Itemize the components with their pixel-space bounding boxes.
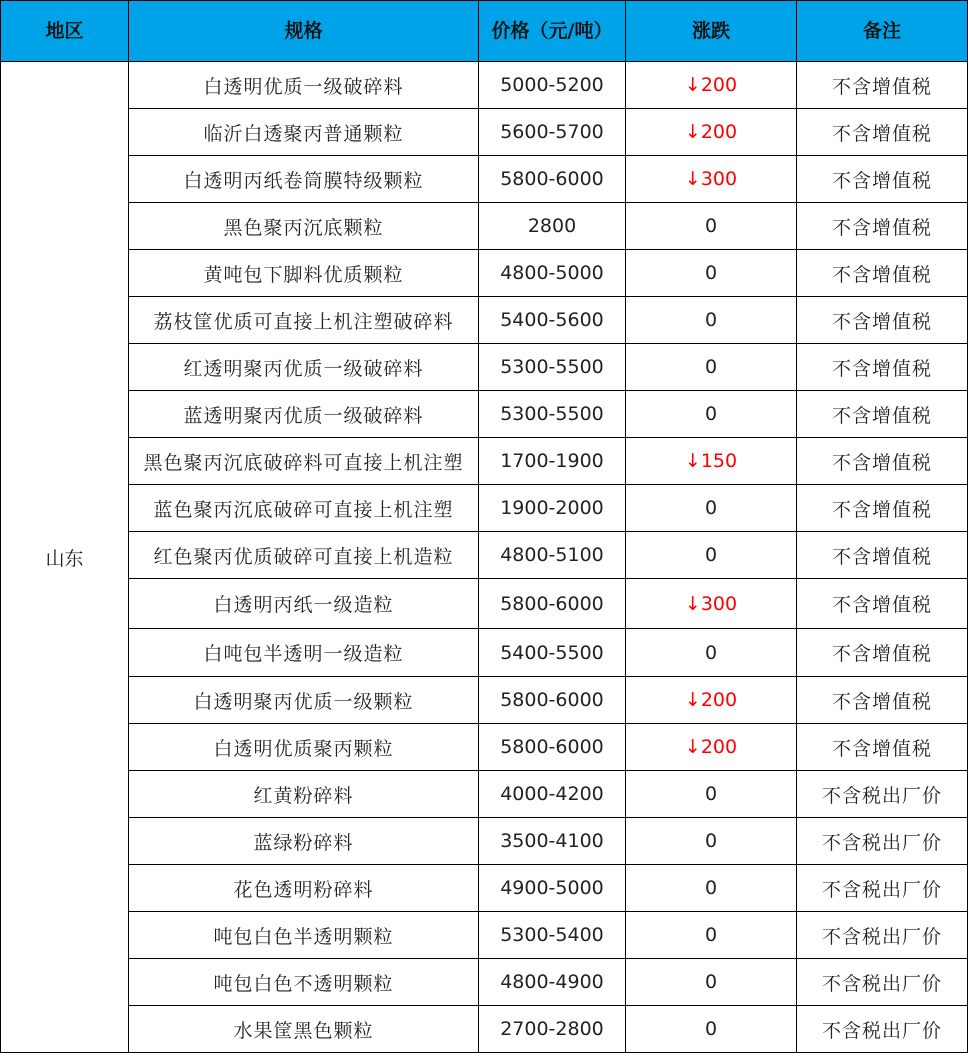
spec-cell: 蓝透明聚丙优质一级破碎料 (129, 391, 479, 438)
spec-cell: 荔枝筐优质可直接上机注塑破碎料 (129, 297, 479, 344)
spec-cell: 红色聚丙优质破碎可直接上机造粒 (129, 532, 479, 579)
change-cell: ↓300 (626, 156, 797, 203)
price-cell: 2800 (479, 203, 626, 250)
change-cell: 0 (626, 532, 797, 579)
table-row (1, 250, 968, 297)
spec-cell: 蓝绿粉碎料 (129, 818, 479, 865)
note-cell: 不含增值税 (797, 344, 968, 391)
table-row (1, 724, 968, 771)
change-cell: 0 (626, 959, 797, 1006)
table-row (1, 771, 968, 818)
change-cell: ↓200 (626, 62, 797, 109)
table-row (1, 677, 968, 724)
note-cell: 不含增值税 (797, 62, 968, 109)
change-cell: 0 (626, 203, 797, 250)
note-cell: 不含税出厂价 (797, 1006, 968, 1053)
note-cell: 不含税出厂价 (797, 818, 968, 865)
price-cell: 5800-6000 (479, 156, 626, 203)
table-row (1, 629, 968, 677)
spec-cell: 黑色聚丙沉底颗粒 (129, 203, 479, 250)
note-cell: 不含增值税 (797, 485, 968, 532)
change-cell: ↓200 (626, 677, 797, 724)
table-row (1, 959, 968, 1006)
header-note: 备注 (797, 1, 968, 62)
header-region: 地区 (1, 1, 129, 62)
note-cell: 不含增值税 (797, 391, 968, 438)
note-cell: 不含税出厂价 (797, 912, 968, 959)
spec-cell: 白透明优质一级破碎料 (129, 62, 479, 109)
note-cell: 不含增值税 (797, 532, 968, 579)
spec-cell: 白透明优质聚丙颗粒 (129, 724, 479, 771)
change-cell: 0 (626, 250, 797, 297)
note-cell: 不含增值税 (797, 109, 968, 156)
spec-cell: 红透明聚丙优质一级破碎料 (129, 344, 479, 391)
change-cell: 0 (626, 297, 797, 344)
spec-cell: 吨包白色不透明颗粒 (129, 959, 479, 1006)
spec-cell: 白吨包半透明一级造粒 (129, 629, 479, 677)
change-cell: ↓200 (626, 724, 797, 771)
change-cell: ↓200 (626, 109, 797, 156)
table-row (1, 344, 968, 391)
price-cell: 3500-4100 (479, 818, 626, 865)
note-cell: 不含增值税 (797, 629, 968, 677)
spec-cell: 水果筐黑色颗粒 (129, 1006, 479, 1053)
header-price: 价格（元/吨） (479, 1, 626, 62)
change-cell: 0 (626, 391, 797, 438)
table-row (1, 438, 968, 485)
table-row (1, 1006, 968, 1053)
change-cell: 0 (626, 485, 797, 532)
price-cell: 4000-4200 (479, 771, 626, 818)
header-spec: 规格 (129, 1, 479, 62)
price-cell: 4800-4900 (479, 959, 626, 1006)
change-cell: 0 (626, 771, 797, 818)
price-cell: 1900-2000 (479, 485, 626, 532)
price-cell: 5000-5200 (479, 62, 626, 109)
price-cell: 5800-6000 (479, 724, 626, 771)
price-cell: 4900-5000 (479, 865, 626, 912)
note-cell: 不含增值税 (797, 677, 968, 724)
table-row (1, 203, 968, 250)
price-cell: 5400-5600 (479, 297, 626, 344)
price-cell: 5300-5500 (479, 391, 626, 438)
change-cell: 0 (626, 1006, 797, 1053)
change-cell: 0 (626, 912, 797, 959)
price-cell: 5800-6000 (479, 677, 626, 724)
spec-cell: 红黄粉碎料 (129, 771, 479, 818)
note-cell: 不含增值税 (797, 724, 968, 771)
price-cell: 2700-2800 (479, 1006, 626, 1053)
note-cell: 不含税出厂价 (797, 959, 968, 1006)
change-cell: 0 (626, 818, 797, 865)
note-cell: 不含增值税 (797, 438, 968, 485)
spec-cell: 白透明丙纸一级造粒 (129, 579, 479, 629)
table-row (1, 485, 968, 532)
price-cell: 4800-5000 (479, 250, 626, 297)
spec-cell: 临沂白透聚丙普通颗粒 (129, 109, 479, 156)
note-cell: 不含增值税 (797, 156, 968, 203)
price-cell: 5600-5700 (479, 109, 626, 156)
spec-cell: 黑色聚丙沉底破碎料可直接上机注塑 (129, 438, 479, 485)
table-row (1, 818, 968, 865)
price-cell: 5300-5500 (479, 344, 626, 391)
table-row (1, 579, 968, 629)
note-cell: 不含增值税 (797, 579, 968, 629)
price-cell: 1700-1900 (479, 438, 626, 485)
price-cell: 5300-5400 (479, 912, 626, 959)
spec-cell: 蓝色聚丙沉底破碎可直接上机注塑 (129, 485, 479, 532)
table-body (1, 62, 968, 1053)
spec-cell: 白透明丙纸卷筒膜特级颗粒 (129, 156, 479, 203)
spec-cell: 吨包白色半透明颗粒 (129, 912, 479, 959)
change-cell: ↓150 (626, 438, 797, 485)
price-cell: 4800-5100 (479, 532, 626, 579)
table-row (1, 156, 968, 203)
change-cell: 0 (626, 865, 797, 912)
price-cell: 5800-6000 (479, 579, 626, 629)
table-row (1, 912, 968, 959)
note-cell: 不含增值税 (797, 203, 968, 250)
table-row (1, 62, 968, 109)
table-row (1, 109, 968, 156)
price-cell: 5400-5500 (479, 629, 626, 677)
table-row (1, 297, 968, 344)
change-cell: ↓300 (626, 579, 797, 629)
table-row (1, 391, 968, 438)
spec-cell: 花色透明粉碎料 (129, 865, 479, 912)
header-row (1, 1, 968, 62)
note-cell: 不含税出厂价 (797, 771, 968, 818)
table-row (1, 532, 968, 579)
change-cell: 0 (626, 344, 797, 391)
note-cell: 不含增值税 (797, 250, 968, 297)
change-cell: 0 (626, 629, 797, 677)
header-change: 涨跌 (626, 1, 797, 62)
table-row (1, 865, 968, 912)
note-cell: 不含增值税 (797, 297, 968, 344)
spec-cell: 白透明聚丙优质一级颗粒 (129, 677, 479, 724)
note-cell: 不含税出厂价 (797, 865, 968, 912)
region-cell: 山东 (1, 62, 129, 1053)
spec-cell: 黄吨包下脚料优质颗粒 (129, 250, 479, 297)
